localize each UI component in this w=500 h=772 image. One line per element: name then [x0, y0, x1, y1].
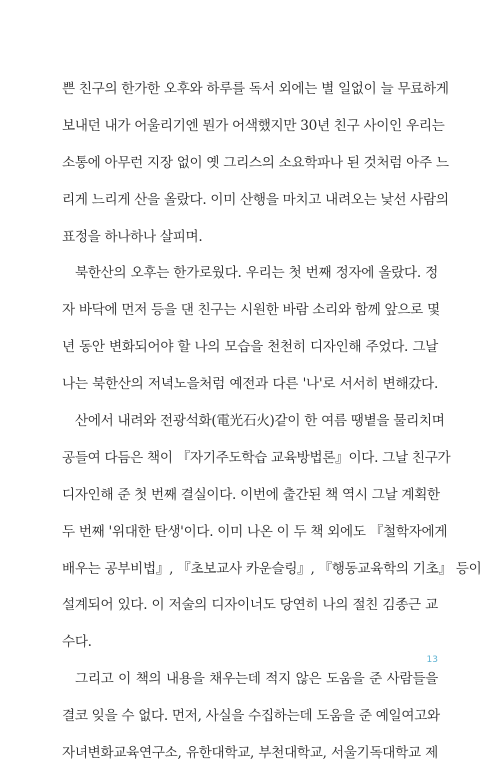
text-line: 그리고 이 책의 내용을 채우는데 적지 않은 도움을 준 사람들을: [75, 671, 438, 688]
text-line: 산에서 내려와 전광석화(電光石火)같이 한 여름 땡볕을 물리치며: [75, 413, 445, 430]
text-line: 나는 북한산의 저녁노을처럼 예전과 다른 '나'로 서서히 변해갔다.: [62, 376, 438, 393]
text-line: 수다.: [62, 634, 92, 651]
text-line: 보내던 내가 어울리기엔 뭔가 어색했지만 30년 친구 사이인 우리는: [62, 117, 445, 134]
text-line: 년 동안 변화되어야 할 나의 모습을 천천히 디자인해 주었다. 그날: [62, 339, 438, 356]
text-line: 배우는 공부비법』, 『초보교사 카운슬링』, 『행동교육학의 기초』 등이: [62, 560, 482, 577]
text-line: 표정을 하나하나 살피며.: [62, 228, 203, 245]
body-text: [62, 71, 482, 772]
page-number: 13: [426, 655, 438, 665]
text-line: 공들여 다듬은 책이 『자기주도학습 교육방법론』이다. 그날 친구가: [62, 449, 451, 466]
text-line: 자녀변화교육연구소, 유한대학교, 부천대학교, 서울기독대학교 제: [62, 745, 438, 762]
text-line: 북한산의 오후는 한가로웠다. 우리는 첫 번째 정자에 올랐다. 정: [75, 265, 438, 282]
text-line: 소통에 아무런 지장 없이 옛 그리스의 소요학파나 된 것처럼 아주 느: [62, 154, 449, 171]
text-line: 설계되어 있다. 이 저술의 디자이너도 당연히 나의 절친 김종근 교: [62, 597, 438, 614]
text-line: 결코 잊을 수 없다. 먼저, 사실을 수집하는데 도움을 준 예일여고와: [62, 708, 440, 725]
text-line: 자 바닥에 먼저 등을 댄 친구는 시원한 바람 소리와 함께 앞으로 몇: [62, 302, 440, 319]
text-line: 두 번째 '위대한 탄생'이다. 이미 나온 이 두 책 외에도 『철학자에게: [62, 523, 448, 540]
text-line: 쁜 친구의 한가한 오후와 하루를 독서 외에는 별 일없이 늘 무료하게: [62, 81, 449, 97]
text-line: 디자인해 준 첫 번째 결실이다. 이번에 출간된 책 역시 그날 계획한: [62, 486, 440, 503]
text-line: 리게 느리게 산을 올랐다. 이미 산행을 마치고 내려오는 낯선 사람의: [62, 191, 449, 208]
